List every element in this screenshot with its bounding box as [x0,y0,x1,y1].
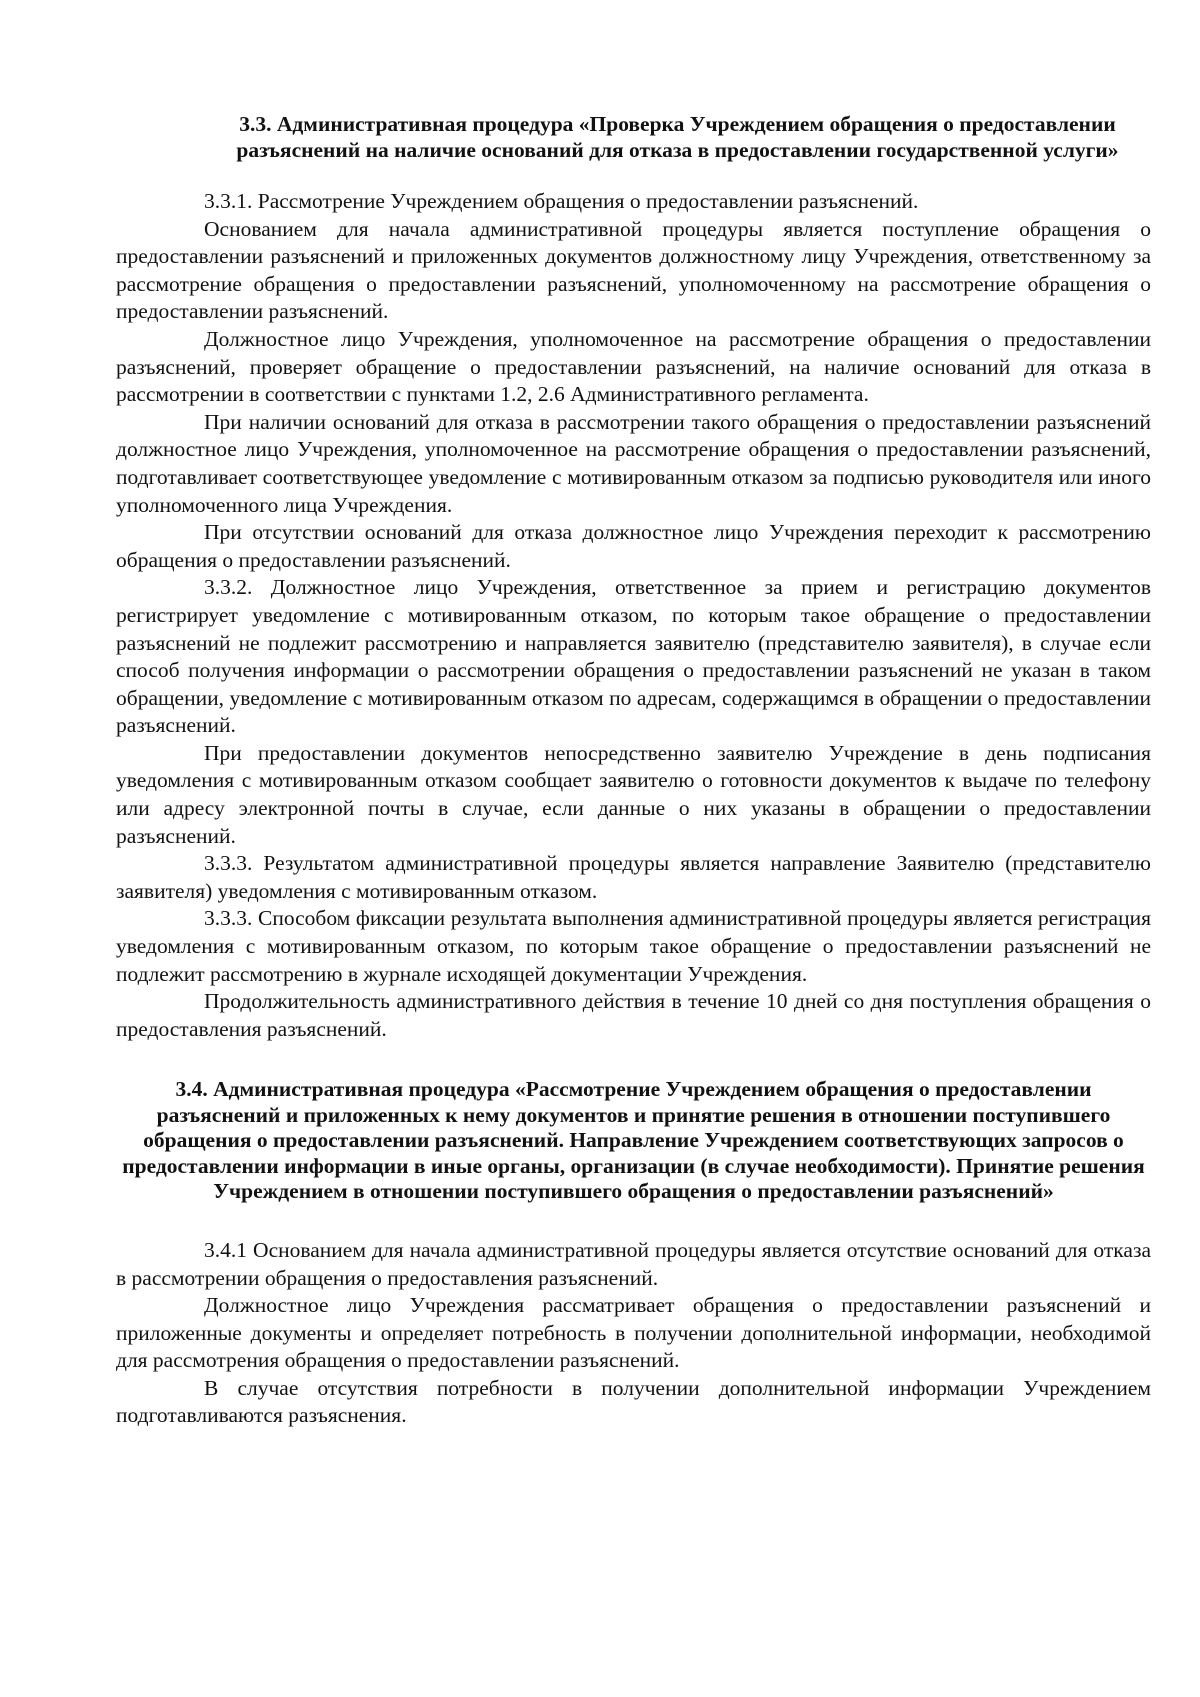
paragraph: При предоставлении документов непосредственно заявителю Учреждение в день подписания уведомления с мотивированным отказом сообщает заявителю о готовности документов к выдаче по телефону или адресу электронной почты в случае, если данные о них указаны в обращении о предоставлении разъяснений. [116,740,1151,848]
paragraph: Должностное лицо Учреждения рассматривает обращения о предоставлении разъяснений и приложенные документы и определяет потребность в получении дополнительной информации, необходимой для рассмотрения обращения о предоставлении разъяснений. [116,1293,1151,1373]
paragraph: Основанием для начала административной процедуры является поступление обращения о предоставлении разъяснений и приложенных документов должностному лицу Учреждения, ответственному за рассмотрение обращения о предоставлении разъяснений, уполномоченному на рассмотрение обращения о предоставлении разъяснений. [116,216,1151,324]
section-3-3-heading: 3.3. Административная процедура «Проверка Учреждением обращения о предоставлении разъяснений на наличие оснований для отказа в предоставлении государственной услуги» [236,112,1119,162]
paragraph: Должностное лицо Учреждения, уполномоченное на рассмотрение обращения о предоставлении разъяснений, проверяет обращение о предоставлении разъяснений, на наличие оснований для отказа в рассмотрении в соответствии с пунктами 1.2, 2.6 Административного регламента. [116,326,1151,407]
paragraph: 3.4.1 Основанием для начала административной процедуры является отсутствие оснований для отказа в рассмотрении обращения о предоставления разъяснений. [116,1237,1151,1290]
paragraph: 3.3.2. Должностное лицо Учреждения, ответственное за прием и регистрацию документов регистрирует уведомление с мотивированным отказом, по которым такое обращение о предоставлении разъяснений не подлежит рассмотрению и направляется заявителю (представителю заявителя), в случае если способ получения информации о рассмотрении обращения о предоставлении разъяснений не указан в таком обращении, уведомление с мотивированным отказом по адресам, содержащимся в обращении о предоставлении разъяснений. [116,575,1151,738]
paragraph: При наличии оснований для отказа в рассмотрении такого обращения о предоставлении разъяснений должностное лицо Учреждения, уполномоченное на рассмотрение обращения о предоставлении разъяснений, подготавливает соответствующее уведомление с мотивированным отказом за подписью руководителя или иного уполномоченного лица Учреждения. [116,409,1151,517]
paragraph: Продолжительность административного действия в течение 10 дней со дня поступления обращения о предоставления разъяснений. [116,989,1151,1041]
paragraph: При отсутствии оснований для отказа должностное лицо Учреждения переходит к рассмотрению обращения о предоставлении разъяснений. [116,520,1151,572]
paragraph: 3.3.3. Способом фиксации результата выполнения административной процедуры является регистрация уведомления с мотивированным отказом, по которым такое обращение о предоставлении разъяснений не подлежит рассмотрению в журнале исходящей документации Учреждения. [116,906,1151,986]
document-content [116,112,1151,1430]
section-3-4-heading: 3.4. Административная процедура «Рассмотрение Учреждением обращения о предоставлении разъяснений и приложенных к нему документов и принятие решения в отношении поступившего обращения о предоставлении разъяснений. Направление Учреждением соответствующих запросов о предоставлении информации в иные органы, организации (в случае необходимости). Принятие решения Учреждением в отношении поступившего обращения о предоставлении разъяснений» [122,1077,1145,1204]
paragraph: В случае отсутствия потребности в получении дополнительной информации Учреждением подготавливаются разъяснения. [116,1375,1151,1428]
paragraph: 3.3.1. Рассмотрение Учреждением обращения о предоставлении разъяснений. [204,189,919,213]
paragraph: 3.3.3. Результатом административной процедуры является направление Заявителю (представителю заявителя) уведомления с мотивированным отказом. [116,851,1151,903]
